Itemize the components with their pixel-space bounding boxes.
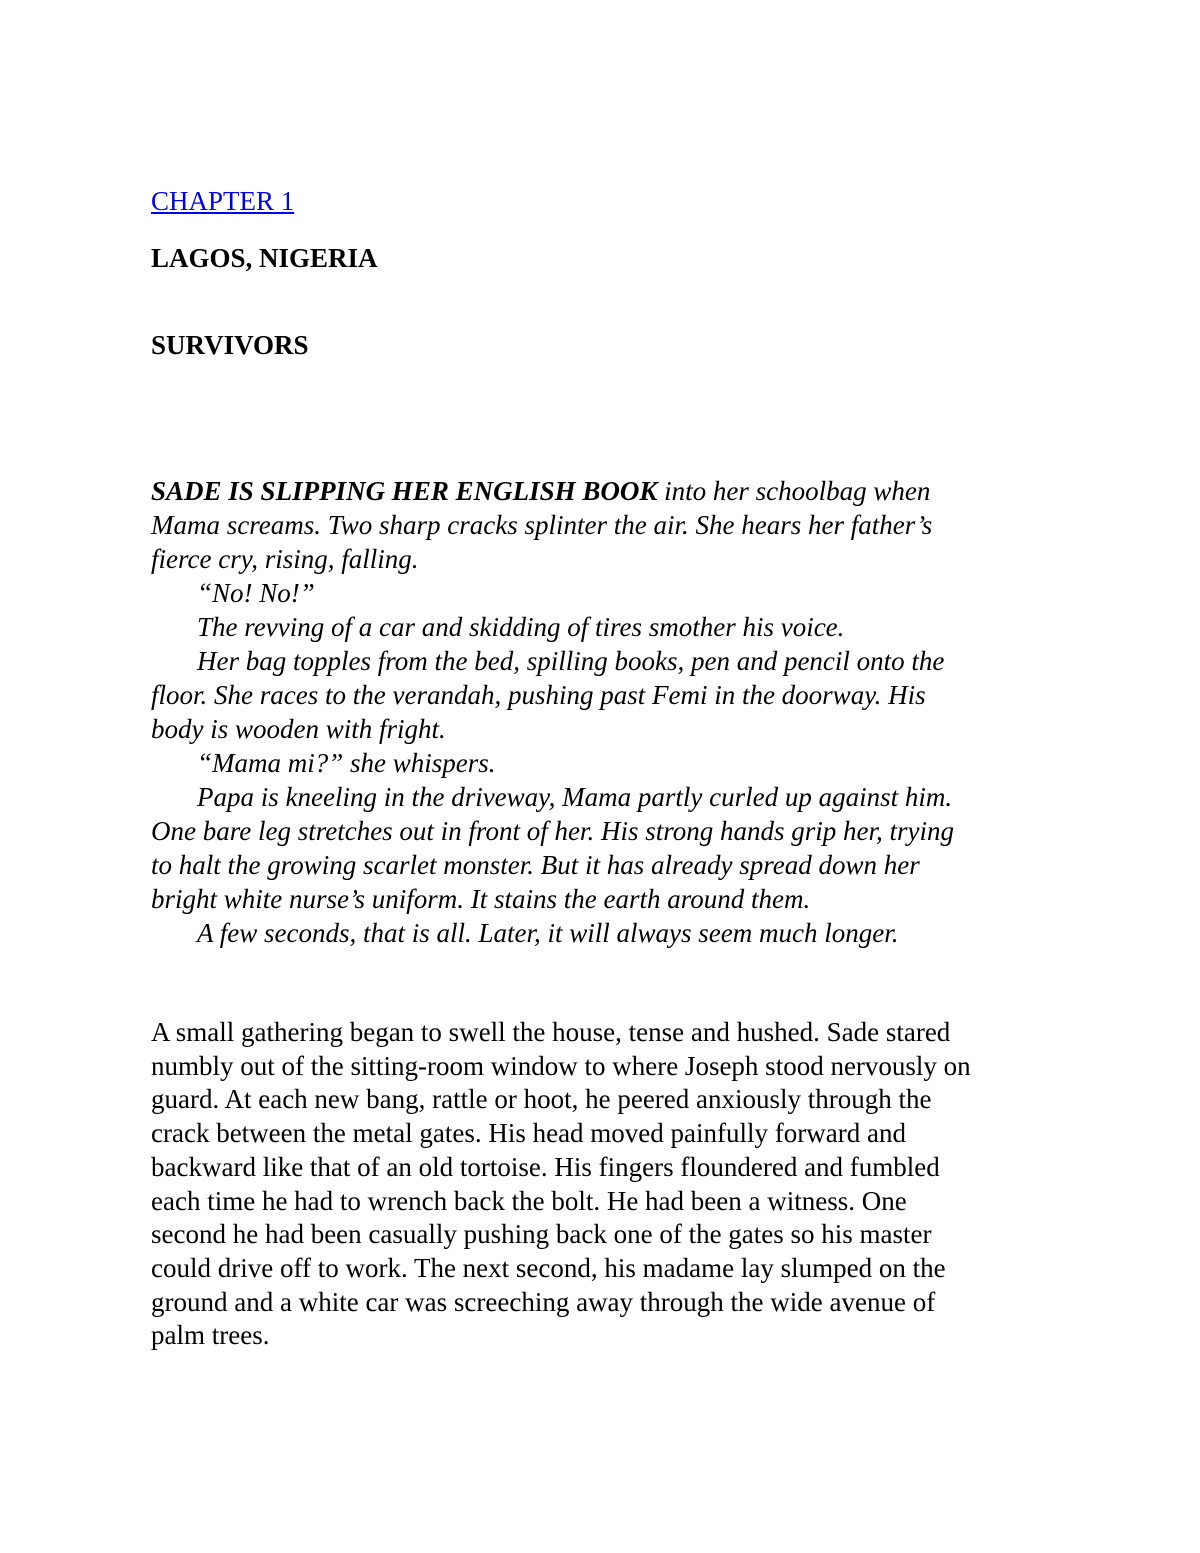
body-line: could drive off to work. The next second, his madame lay slumped on the [151,1252,946,1283]
body-line: palm trees. [151,1320,270,1351]
body-line: guard. At each new bang, rattle or hoot, he peered anxiously through the [151,1084,932,1115]
italic-lead: SADE IS SLIPPING HER ENGLISH BOOK [151,476,658,506]
italic-line: One bare leg stretches out in front of her. His strong hands grip her, trying [151,816,954,846]
italic-line: bright white nurse’s uniform. It stains the earth around them. [151,884,811,914]
italic-line-text: into her schoolbag when [657,476,931,506]
italic-line: fierce cry, rising, falling. [151,544,419,574]
body-line: second he had been casually pushing back one of the gates so his master [151,1219,932,1250]
italic-line: “No! No!” [197,578,315,608]
body-line: each time he had to wrench back the bolt. He had been a witness. One [151,1185,907,1216]
body-line: backward like that of an old tortoise. His fingers floundered and fumbled [151,1151,940,1182]
body-line: numbly out of the sitting-room window to where Joseph stood nervously on [151,1050,971,1081]
italic-line: “Mama mi?” she whispers. [197,748,496,778]
italic-line: floor. She races to the verandah, pushing past Femi in the doorway. His [151,680,926,710]
italic-line: The revving of a car and skidding of tires smother his voice. [197,612,845,642]
body-passage [151,1016,1051,1353]
italic-passage [151,474,1051,950]
italic-line: body is wooden with fright. [151,714,446,744]
body-line: crack between the metal gates. His head moved painfully forward and [151,1118,906,1149]
italic-line: Her bag topples from the bed, spilling books, pen and pencil onto the [197,646,945,676]
italic-line: to halt the growing scarlet monster. But it has already spread down her [151,850,920,880]
body-line: ground and a white car was screeching away through the wide avenue of [151,1286,936,1317]
italic-line: Mama screams. Two sharp cracks splinter the air. She hears her father’s [151,510,933,540]
location-heading: LAGOS, NIGERIA [151,243,378,273]
italic-line: A few seconds, that is all. Later, it will always seem much longer. [197,918,899,948]
italic-line [151,474,1051,508]
chapter-link[interactable]: CHAPTER 1 [151,186,295,216]
italic-line: Papa is kneeling in the driveway, Mama partly curled up against him. [197,782,953,812]
body-line: A small gathering began to swell the house, tense and hushed. Sade stared [151,1017,951,1047]
section-title: SURVIVORS [151,330,309,360]
